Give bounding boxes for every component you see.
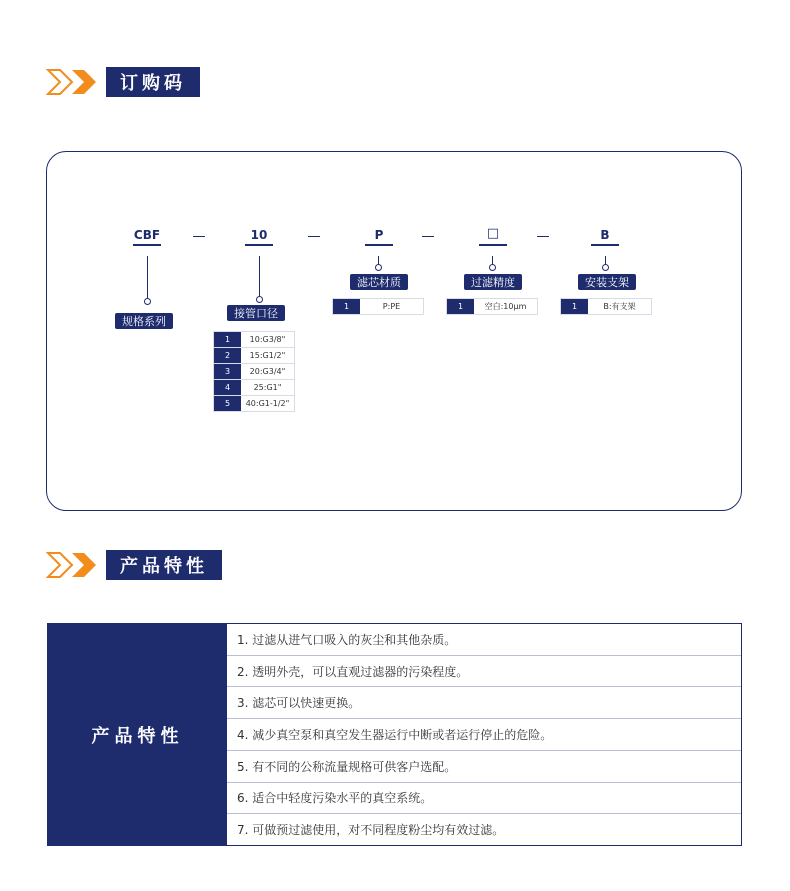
option-number: 1 bbox=[214, 332, 241, 347]
option-number: 1 bbox=[333, 299, 360, 314]
option-value: 25:G1" bbox=[241, 380, 294, 395]
code-underline bbox=[479, 244, 507, 246]
separator-dash bbox=[537, 236, 549, 237]
option-number: 5 bbox=[214, 396, 241, 411]
options-element-material bbox=[332, 299, 424, 315]
label-port-size: 接管口径 bbox=[227, 305, 285, 321]
feature-item: 1. 过滤从进气口吸入的灰尘和其他杂质。 bbox=[227, 624, 741, 656]
connector-dot bbox=[489, 264, 496, 271]
feature-item: 2. 透明外壳，可以直观过滤器的污染程度。 bbox=[227, 656, 741, 688]
connector-line bbox=[259, 256, 260, 296]
separator-dash bbox=[193, 236, 205, 237]
option-value: 10:G3/8" bbox=[241, 332, 294, 347]
section-title: 订购码 bbox=[106, 67, 200, 97]
code-underline bbox=[133, 244, 161, 246]
feature-item: 6. 适合中轻度污染水平的真空系统。 bbox=[227, 783, 741, 815]
option-number: 1 bbox=[447, 299, 474, 314]
features-list bbox=[227, 624, 741, 845]
option-row bbox=[213, 347, 295, 364]
options-filter-precision bbox=[446, 299, 538, 315]
option-value: 15:G1/2" bbox=[241, 348, 294, 363]
code-underline bbox=[591, 244, 619, 246]
option-number: 3 bbox=[214, 364, 241, 379]
option-value: 20:G3/4" bbox=[241, 364, 294, 379]
code-port-size: 10 bbox=[250, 228, 268, 242]
feature-item: 5. 有不同的公称流量规格可供客户选配。 bbox=[227, 751, 741, 783]
label-element-material: 滤芯材质 bbox=[350, 274, 408, 290]
section-title: 产品特性 bbox=[106, 550, 222, 580]
chevron-double-icon bbox=[46, 66, 100, 98]
options-bracket bbox=[560, 299, 652, 315]
code-element-material: P bbox=[374, 228, 384, 242]
option-value: 40:G1-1/2" bbox=[241, 396, 294, 411]
section-header-order-code bbox=[46, 66, 200, 98]
connector-line bbox=[147, 256, 148, 298]
order-code-panel bbox=[46, 151, 742, 511]
option-number: 1 bbox=[561, 299, 588, 314]
option-value: P:PE bbox=[360, 299, 423, 314]
feature-item: 3. 滤芯可以快速更换。 bbox=[227, 687, 741, 719]
option-row bbox=[332, 298, 424, 315]
connector-dot bbox=[144, 298, 151, 305]
option-row bbox=[560, 298, 652, 315]
option-number: 2 bbox=[214, 348, 241, 363]
features-header: 产品特性 bbox=[48, 624, 227, 845]
features-table bbox=[47, 623, 742, 846]
option-value: 空白:10μm bbox=[474, 299, 537, 314]
chevron-double-icon bbox=[46, 549, 100, 581]
option-row bbox=[213, 363, 295, 380]
separator-dash bbox=[308, 236, 320, 237]
section-header-features bbox=[46, 549, 222, 581]
option-row bbox=[446, 298, 538, 315]
code-filter-precision: □ bbox=[486, 226, 500, 241]
option-row bbox=[213, 379, 295, 396]
feature-item: 4. 减少真空泵和真空发生器运行中断或者运行停止的危险。 bbox=[227, 719, 741, 751]
code-underline bbox=[245, 244, 273, 246]
label-bracket: 安装支架 bbox=[578, 274, 636, 290]
code-underline bbox=[365, 244, 393, 246]
option-value: B:有支架 bbox=[588, 299, 651, 314]
separator-dash bbox=[422, 236, 434, 237]
option-row bbox=[213, 331, 295, 348]
label-filter-precision: 过滤精度 bbox=[464, 274, 522, 290]
connector-dot bbox=[375, 264, 382, 271]
code-series: CBF bbox=[133, 228, 161, 242]
connector-dot bbox=[256, 296, 263, 303]
option-number: 4 bbox=[214, 380, 241, 395]
connector-dot bbox=[602, 264, 609, 271]
feature-item: 7. 可做预过滤使用，对不同程度粉尘均有效过滤。 bbox=[237, 823, 505, 838]
code-bracket: B bbox=[600, 228, 610, 242]
option-row bbox=[213, 395, 295, 412]
label-series: 规格系列 bbox=[115, 313, 173, 329]
options-port-size bbox=[213, 332, 295, 412]
